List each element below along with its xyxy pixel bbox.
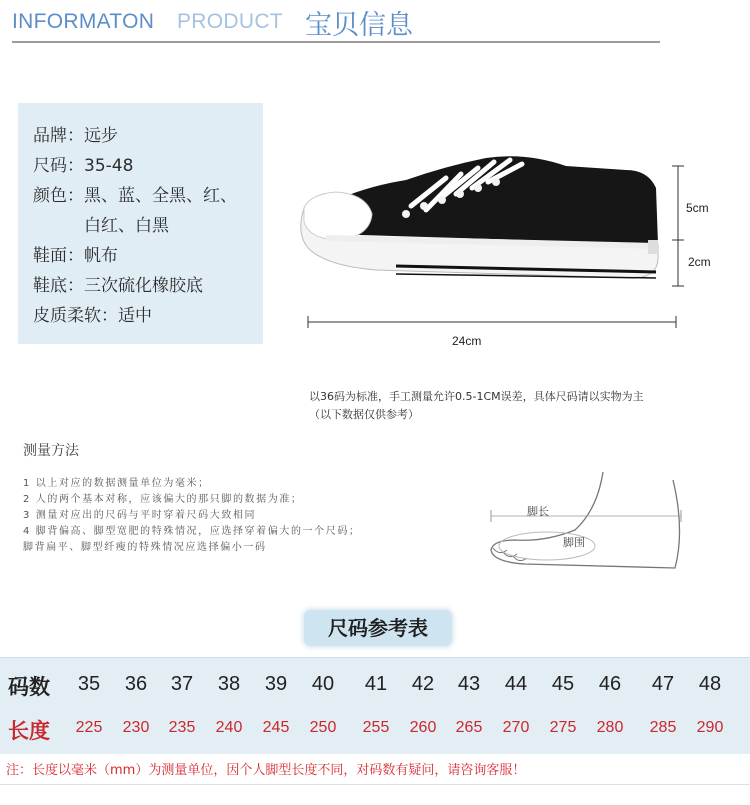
size-cell: 37 <box>170 673 194 695</box>
info-upper: 鞋面：帆布 <box>33 246 118 266</box>
length-cell: 225 <box>75 719 103 736</box>
size-cell: 38 <box>217 673 241 695</box>
measure-method-title: 测量方法 <box>23 443 79 459</box>
length-row-label: 长度 <box>8 719 50 743</box>
length-cell: 275 <box>549 719 577 736</box>
length-cell: 250 <box>309 719 337 736</box>
size-cell: 48 <box>698 673 722 695</box>
size-footnote: 注：长度以毫米（mm）为测量单位，因个人脚型长度不同，对码数有疑问，请咨询客服！ <box>6 763 526 778</box>
header-divider <box>12 41 660 43</box>
measure-step-4: 4 脚背偏高、脚型宽肥的特殊情况，应选择穿着偏大的一个尺码； <box>23 526 361 537</box>
size-cell: 47 <box>651 673 675 695</box>
size-cell: 43 <box>457 673 481 695</box>
measure-step-4-cont: 脚背扁平、脚型纤瘦的特殊情况应选择偏小一码 <box>23 542 267 553</box>
size-cell: 44 <box>504 673 528 695</box>
foot-girth-label: 脚围 <box>563 536 585 549</box>
size-row-label: 码数 <box>8 675 50 699</box>
length-cell: 230 <box>122 719 150 736</box>
info-colors-cont: 白红、白黑 <box>33 216 169 236</box>
dim-sole-height: 2cm <box>688 255 711 269</box>
length-cell: 290 <box>696 719 724 736</box>
header-title-product: PRODUCT <box>177 10 283 33</box>
shoe-image <box>296 148 688 358</box>
length-cell: 235 <box>168 719 196 736</box>
measure-note-ref: （以下数据仅供参考） <box>309 408 419 421</box>
info-softness: 皮质柔软：适中 <box>33 306 152 326</box>
info-colors: 颜色：黑、蓝、全黑、红、 <box>33 186 237 206</box>
length-cell: 270 <box>502 719 530 736</box>
length-cell: 255 <box>362 719 390 736</box>
bottom-divider <box>0 784 750 785</box>
info-brand: 品牌：远步 <box>33 126 118 146</box>
size-cell: 45 <box>551 673 575 695</box>
length-cell: 265 <box>455 719 483 736</box>
length-cell: 245 <box>262 719 290 736</box>
size-cell: 35 <box>77 673 101 695</box>
header-title-information: INFORMATON <box>12 10 155 33</box>
foot-length-label: 脚长 <box>527 505 549 518</box>
measure-step-3: 3 测量对应出的尺码与平时穿着尺码大致相同 <box>23 510 257 521</box>
product-info-panel <box>18 103 263 344</box>
size-cell: 46 <box>598 673 622 695</box>
measure-step-1: 1 以上对应的数据测量单位为毫米； <box>23 478 210 489</box>
dim-length: 24cm <box>452 334 482 348</box>
header-title-chinese: 宝贝信息 <box>305 10 413 41</box>
size-table <box>0 657 750 754</box>
length-cell: 280 <box>596 719 624 736</box>
size-table-title: 尺码参考表 <box>304 610 452 646</box>
size-cell: 41 <box>364 673 388 695</box>
length-cell: 285 <box>649 719 677 736</box>
info-size-range: 尺码：35-48 <box>33 156 134 176</box>
length-cell: 260 <box>409 719 437 736</box>
size-cell: 39 <box>264 673 288 695</box>
dim-upper-height: 5cm <box>686 201 709 215</box>
length-cell: 240 <box>215 719 243 736</box>
foot-diagram <box>485 470 690 575</box>
size-cell: 42 <box>411 673 435 695</box>
measure-note: 以36码为标准，手工测量允许0.5-1CM误差，具体尺码请以实物为主 <box>309 390 644 403</box>
measure-step-2: 2 人的两个基本对称，应该偏大的那只脚的数据为准； <box>23 494 303 505</box>
page-header <box>0 0 750 44</box>
size-cell: 40 <box>311 673 335 695</box>
size-cell: 36 <box>124 673 148 695</box>
info-sole: 鞋底：三次硫化橡胶底 <box>33 276 203 296</box>
